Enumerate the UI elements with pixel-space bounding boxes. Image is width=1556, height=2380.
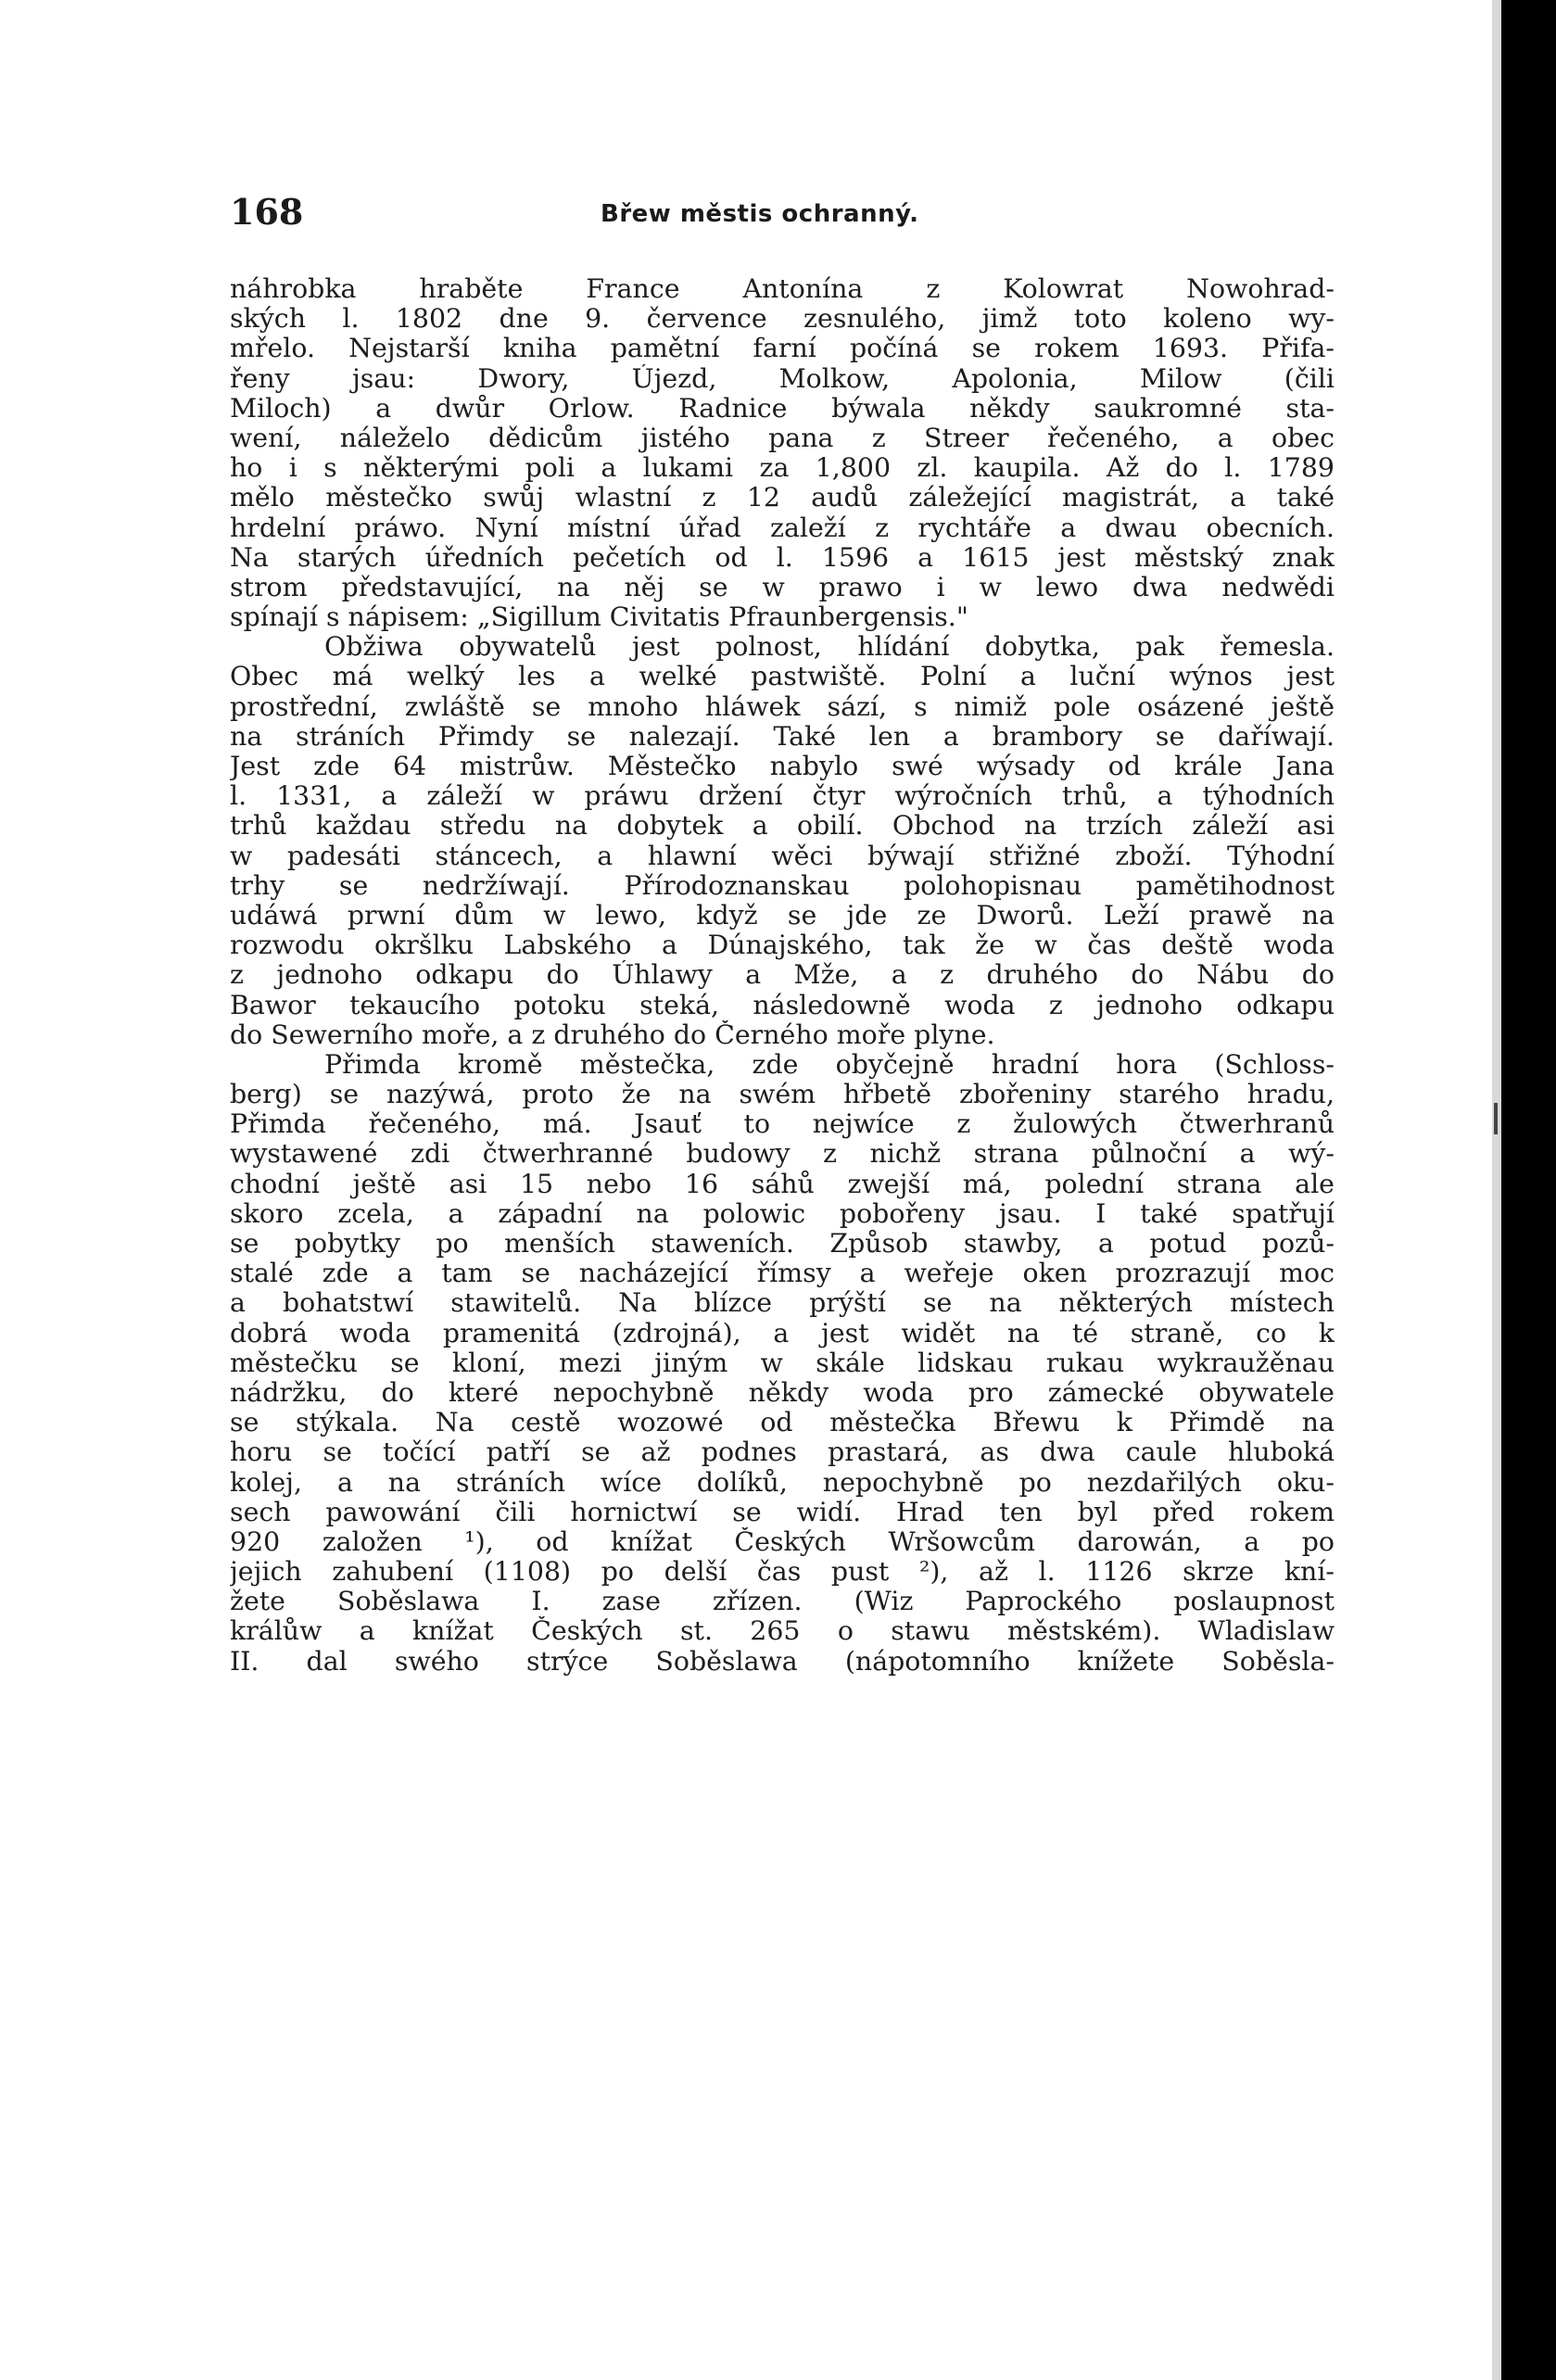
text-line: náhrobka hraběte France Antonína z Kolowrat Nowohrad- — [230, 274, 1335, 304]
text-line: berg) se nazýwá, proto že na swém hřbetě zbořeniny starého hradu, — [230, 1080, 1335, 1110]
text-line: hrdelní práwo. Nyní místní úřad zaleží z rychtáře a dwau obecních. — [230, 513, 1335, 543]
page-edge — [1492, 0, 1501, 2380]
page-number: 168 — [230, 191, 304, 233]
text-line: mřelo. Nejstarší kniha pamětní farní počíná se rokem 1693. Přifa- — [230, 334, 1335, 364]
text-line: ho i s některými poli a lukami za 1,800 zl. kaupila. Až do l. 1789 — [230, 453, 1335, 484]
page-header — [230, 185, 1333, 241]
text-line: Přimda řečeného, má. Jsauť to nejwíce z žulowých čtwerhranů — [230, 1109, 1335, 1140]
text-line: rozwodu okršlku Labského a Dúnajského, tak že w čas deště woda — [230, 930, 1335, 961]
text-line: se pobytky po menších staweních. Způsob stawby, a potud pozů- — [230, 1229, 1335, 1259]
text-line: žete Soběslawa I. zase zřízen. (Wiz Paprockého poslaupnost — [230, 1587, 1335, 1617]
text-line: na stráních Přimdy se nalezají. Také len a brambory se daříwají. — [230, 721, 1335, 752]
text-line: králůw a knížat Českých st. 265 o stawu městském). Wladislaw — [230, 1616, 1335, 1647]
text-line: řeny jsau: Dwory, Újezd, Molkow, Apolonia, Milow (čili — [230, 363, 1335, 394]
text-line: dobrá woda pramenitá (zdrojná), a jest widět na té straně, co k — [230, 1318, 1335, 1348]
text-line: Miloch) a dwůr Orlow. Radnice býwala někdy saukromné sta- — [230, 393, 1335, 424]
text-line: II. dal swého strýce Soběslawa (nápotomního knížete Soběsla- — [230, 1646, 1335, 1677]
text-line: 920 založen ¹), od knížat Českých Wršowcům darowán, a po — [230, 1526, 1335, 1557]
body-text — [230, 274, 1335, 1677]
text-line: z jednoho odkapu do Úhlawy a Mže, a z druhého do Nábu do — [230, 960, 1335, 991]
text-line: jejich zahubení (1108) po delší čas pust ²), až l. 1126 skrze kní- — [230, 1557, 1335, 1588]
text-line: Bawor tekaucího potoku steká, následowně woda z jednoho odkapu — [230, 990, 1335, 1020]
scan-border — [1492, 0, 1556, 2380]
text-line: prostřední, zwláště se mnoho hláwek sází, s nimiž pole osázené ještě — [230, 691, 1335, 722]
running-head: Břew městis ochranný. — [601, 200, 919, 228]
text-line: a bohatstwí stawitelů. Na blízce prýští se na některých místech — [230, 1288, 1335, 1319]
text-line: chodní ještě asi 15 nebo 16 sáhů zwejší má, polední strana ale — [230, 1169, 1335, 1199]
text-line: ských l. 1802 dne 9. července zesnulého, jimž toto koleno wy- — [230, 304, 1335, 335]
text-line: Obec má welký les a welké pastwiště. Polní a luční wýnos jest — [230, 662, 1335, 692]
text-line: se stýkala. Na cestě wozowé od městečka Břewu k Přimdě na — [230, 1408, 1335, 1438]
text-line: Přimda kromě městečka, zde obyčejně hradní hora (Schloss- — [324, 1049, 1335, 1080]
text-line: Na starých úředních pečetích od l. 1596 a 1615 jest městský znak — [230, 542, 1335, 573]
text-line: horu se točící patří se až podnes prastará, as dwa caule hluboká — [230, 1437, 1335, 1468]
text-line: wystawené zdi čtwerhranné budowy z nichž strana půlnoční a wý- — [230, 1139, 1335, 1170]
text-line: do Sewerního moře, a z druhého do Černého moře plyne. — [230, 1019, 995, 1050]
text-line: udáwá prwní dům w lewo, když se jde ze Dworů. Leží prawě na — [230, 900, 1335, 930]
text-line: kolej, a na stráních wíce dolíků, nepochybně po nezdařilých oku- — [230, 1467, 1335, 1498]
text-line: trhy se nedržíwají. Přírodoznanskau polohopisnau pamětihodnost — [230, 870, 1335, 901]
text-line: nádržku, do které nepochybně někdy woda pro zámecké obywatele — [230, 1377, 1335, 1408]
margin-mark — [1494, 1103, 1498, 1134]
text-line: l. 1331, a záleží w práwu držení čtyr wýročních trhů, a týhodních — [230, 781, 1335, 812]
text-line: Jest zde 64 mistrůw. Městečko nabylo swé wýsady od krále Jana — [230, 752, 1335, 781]
text-line: stalé zde a tam se nacházející římsy a weřeje oken prozrazují moc — [230, 1259, 1335, 1289]
text-line: wení, náleželo dědicům jistého pana z Streer řečeného, a obec — [230, 423, 1335, 453]
text-line: trhů každau středu na dobytek a obilí. Obchod na trzích záleží asi — [230, 811, 1335, 842]
text-line: skoro zcela, a západní na polowic pobořeny jsau. I také spatřují — [230, 1198, 1335, 1229]
text-line: městečku se kloní, mezi jiným w skále lidskau rukau wykraužěnau — [230, 1348, 1335, 1378]
text-line: mělo městečko swůj wlastní z 12 audů záležející magistrát, a také — [230, 483, 1335, 513]
text-line: Obžiwa obywatelů jest polnost, hlídání dobytka, pak řemesla. — [324, 632, 1335, 663]
text-line: strom představující, na něj se w prawo i w lewo dwa nedwědi — [230, 572, 1335, 602]
text-line: spínají s nápisem: „Sigillum Civitatis Pfraunbergensis." — [230, 602, 968, 633]
text-line: w padesáti stáncech, a hlawní wěci býwají střižné zboží. Týhodní — [230, 841, 1335, 871]
text-line: sech pawowání čili hornictwí se widí. Hrad ten byl před rokem — [230, 1497, 1335, 1527]
